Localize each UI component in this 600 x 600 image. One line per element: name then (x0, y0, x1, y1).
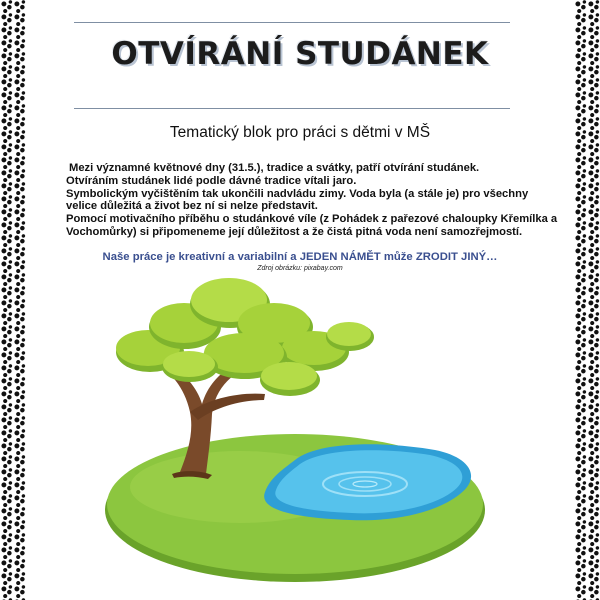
image-credit: Zdroj obrázku: pixabay.com (257, 265, 343, 272)
paragraph-line: Symbolickým vyčištěním tak ukončili nadvládu zimy. Voda byla (a stále je) pro všechny (66, 187, 529, 200)
paragraph-line: Otvíráním studánek lidé podle dávné tradice vítali jaro. (66, 174, 357, 187)
decorative-border-right (574, 0, 600, 600)
motto: Naše práce je kreativní a variabilní a JEDEN NÁMĚT může ZRODIT JINÝ… (102, 251, 498, 263)
tree-pond-illustration (90, 272, 500, 592)
paragraph-line: velice důležitá a život bez ní si nelze představit. (66, 200, 318, 213)
tree-foliage (116, 278, 374, 396)
intro-paragraph (66, 162, 556, 239)
paragraph-line: Vochomůrky) si připomeneme její důležitost a že čistá pitná voda není samozřejmostí. (66, 225, 523, 238)
decorative-border-left (0, 0, 26, 600)
paragraph-line: Mezi významné květnové dny (31.5.), tradice a svátky, patří otvírání studánek. (69, 162, 480, 174)
paragraph-line: Pomocí motivačního příběhu o studánkové víle (z Pohádek z pařezové chaloupky Křemílka a (66, 213, 558, 226)
title-rule-bottom (74, 108, 510, 109)
page-title: OTVÍRÁNÍ STUDÁNEK (111, 36, 489, 72)
title-rule-top (74, 22, 510, 23)
page-subtitle: Tematický blok pro práci s dětmi v MŠ (169, 124, 431, 141)
